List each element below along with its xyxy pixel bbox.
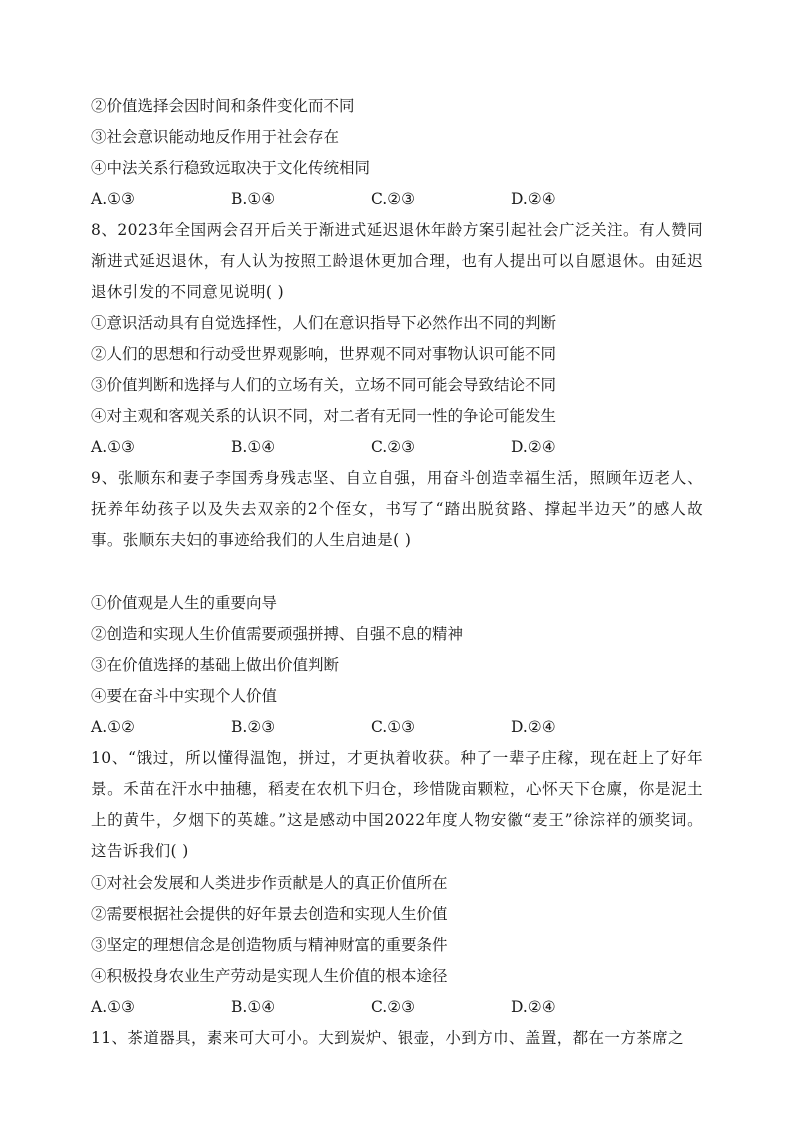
q10-item-4: ④积极投身农业生产劳动是实现人生价值的根本途径: [91, 967, 448, 985]
option-b: B.①④: [231, 190, 276, 208]
question-9-stem: 9、张顺东和妻子李国秀身残志坚、自立自强，用奋斗创造幸福生活，照顾年迈老人、抚养年幼孩子以及失去双亲的2个侄女，书写了“踏出脱贫路、撑起半边天”的感人故事。张顺东夫妇的事迹给我们的人生启迪是( ): [91, 469, 703, 549]
option-a: A.①③: [91, 998, 135, 1016]
q9-item-1: ①价值观是人生的重要向导: [91, 594, 278, 612]
prev-item-3: ③社会意识能动地反作用于社会存在: [91, 128, 340, 146]
q9-options: [91, 717, 711, 737]
option-b: B.①④: [231, 998, 276, 1016]
q8-item-4: ④对主观和客观关系的认识不同，对二者有无同一性的争论可能发生: [91, 407, 557, 425]
option-b: B.①④: [231, 438, 276, 456]
q9-item-3: ③在价值选择的基础上做出价值判断: [91, 656, 340, 674]
q9-item-4: ④要在奋斗中实现个人价值: [91, 687, 278, 705]
question-8-stem: 8、2023年全国两会召开后关于渐进式延迟退休年龄方案引起社会广泛关注。有人赞同渐进式延迟退休，有人认为按照工龄退休更加合理，也有人提出可以自愿退休。由延迟退休引发的不同意见说明( ): [91, 221, 703, 301]
option-c: C.②③: [371, 998, 416, 1016]
q8-options: [91, 437, 711, 457]
q10-item-2: ②需要根据社会提供的好年景去创造和实现人生价值: [91, 905, 448, 923]
option-a: A.①③: [91, 190, 135, 208]
q9-item-2: ②创造和实现人生价值需要顽强拼搏、自强不息的精神: [91, 625, 464, 643]
q10-options: [91, 997, 711, 1017]
q10-item-1: ①对社会发展和人类进步作贡献是人的真正价值所在: [91, 874, 448, 892]
option-d: D.②④: [511, 718, 556, 736]
option-c: C.②③: [371, 190, 416, 208]
option-c: C.①③: [371, 718, 416, 736]
option-a: A.①③: [91, 438, 135, 456]
option-d: D.②④: [511, 438, 556, 456]
prev-item-4: ④中法关系行稳致远取决于文化传统相同: [91, 159, 371, 177]
prev-options: [91, 189, 711, 209]
q10-item-3: ③坚定的理想信念是创造物质与精神财富的重要条件: [91, 936, 448, 954]
option-d: D.②④: [511, 998, 556, 1016]
q8-item-3: ③价值判断和选择与人们的立场有关，立场不同可能会导致结论不同: [91, 376, 557, 394]
q8-item-2: ②人们的思想和行动受世界观影响，世界观不同对事物认识可能不同: [91, 345, 557, 363]
option-d: D.②④: [511, 190, 556, 208]
option-a: A.①②: [91, 718, 135, 736]
option-b: B.②③: [231, 718, 276, 736]
prev-item-2: ②价值选择会因时间和条件变化而不同: [91, 97, 355, 115]
question-11-stem: 11、茶道器具，素来可大可小。大到炭炉、银壶，小到方巾、盖置，都在一方茶席之: [91, 1029, 684, 1047]
question-10-stem: 10、“饿过，所以懂得温饱，拼过，才更执着收获。种了一辈子庄稼，现在赶上了好年景。禾苗在汗水中抽穗，稻麦在农机下归仓，珍惜陇亩颗粒，心怀天下仓廪，你是泥土上的黄牛，夕烟下的英雄。”这是感动中国2022年度人物安徽“麦王”徐淙祥的颁奖词。这告诉我们( ): [91, 749, 703, 860]
option-c: C.②③: [371, 438, 416, 456]
q8-item-1: ①意识活动具有自觉选择性，人们在意识指导下必然作出不同的判断: [91, 314, 557, 332]
